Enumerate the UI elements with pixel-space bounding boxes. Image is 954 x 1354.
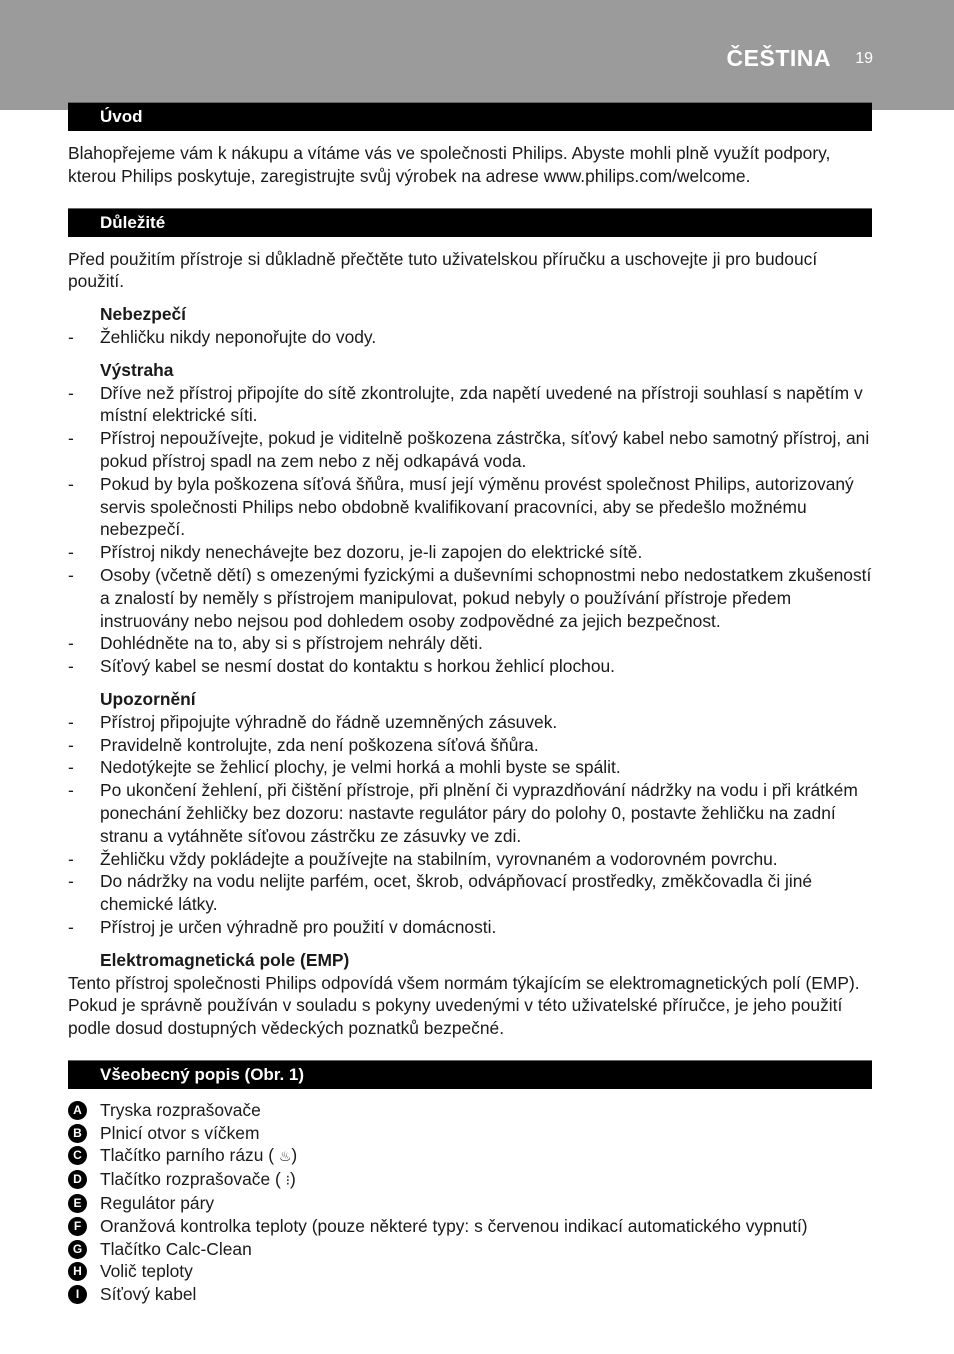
danger-list	[68, 326, 872, 349]
document-body	[68, 102, 872, 1306]
language-label: ČEŠTINA	[726, 45, 831, 71]
section-title-important: Důležité	[68, 208, 872, 237]
list-item: - Přístroj je určen výhradně pro použití v domácnosti.	[68, 916, 497, 937]
list-item: - Osoby (včetně dětí) s omezenými fyzickými a duševními schopnostmi nebo nedostatkem zkušeností a znalostí by neměly s přístrojem manipulovat, pokud nebyly o používání přístroje předem instruovány nebo nejsou pod dohledem osoby zodpovědné za jejich bezpečnost.	[68, 564, 872, 631]
list-item: - Síťový kabel se nesmí dostat do kontaktu s horkou žehlicí plochou.	[68, 656, 616, 677]
steam-shot-icon: ♨	[278, 1148, 292, 1165]
letter-badge: A	[68, 1101, 87, 1120]
list-item: F Oranžová kontrolka teploty (pouze některé typy: s červenou indikací automatického vypnutí)	[68, 1215, 872, 1238]
list-item: D Tlačítko rozprašovače ( ⁝)	[68, 1168, 872, 1192]
letter-badge: E	[68, 1194, 87, 1213]
intro-paragraph: Blahopřejeme vám k nákupu a vítáme vás ve společnosti Philips. Abyste mohli plně využít podpory, kterou Philips poskytuje, zaregistrujte svůj výrobek na adrese www.philips.com/welcome.	[68, 143, 831, 186]
warning-list	[68, 382, 872, 678]
list-item: B Plnicí otvor s víčkem	[68, 1122, 872, 1145]
header-bar	[0, 0, 954, 110]
subheading-warning: Výstraha	[100, 359, 174, 380]
letter-badge: H	[68, 1262, 87, 1281]
list-item: G Tlačítko Calc-Clean	[68, 1238, 872, 1261]
subheading-caution: Upozornění	[100, 688, 196, 709]
subheading-emf: Elektromagnetická pole (EMP)	[100, 949, 350, 970]
subheading-danger: Nebezpečí	[100, 304, 187, 325]
list-item: H Volič teploty	[68, 1260, 872, 1283]
list-item: - Žehličku vždy pokládejte a používejte na stabilním, vyrovnaném a vodorovném povrchu.	[68, 848, 778, 869]
list-item: - Žehličku nikdy neponořujte do vody.	[68, 326, 377, 347]
list-item: C Tlačítko parního rázu ( ♨)	[68, 1144, 872, 1168]
list-item: - Přístroj nepoužívejte, pokud je viditelně poškozena zástrčka, síťový kabel nebo samotný přístroj, ani pokud přístroj spadl na zem nebo z něj odkapává voda.	[68, 428, 870, 471]
spray-icon: ⁝	[285, 1172, 291, 1189]
parts-list	[68, 1099, 872, 1306]
list-item: - Dohlédněte na to, aby si s přístrojem nehrály děti.	[68, 633, 483, 654]
list-item: - Pokud by byla poškozena síťová šňůra, musí její výměnu provést společnost Philips, autorizovaný servis společnosti Philips nebo obdobně kvalifikovaní pracovníci, aby se předešlo možnému nebezpečí.	[68, 473, 854, 540]
section-title-intro: Úvod	[68, 102, 872, 131]
letter-badge: F	[68, 1217, 87, 1236]
important-paragraph: Před použitím přístroje si důkladně přečtěte tuto uživatelskou příručku a uschovejte ji pro budoucí použití.	[68, 248, 818, 292]
letter-badge: I	[68, 1285, 87, 1304]
list-item: - Nedotýkejte se žehlicí plochy, je velmi horká a mohli byste se spálit.	[68, 757, 621, 778]
letter-badge: D	[68, 1170, 87, 1189]
letter-badge: C	[68, 1146, 87, 1165]
list-item: E Regulátor páry	[68, 1192, 872, 1215]
page-number: 19	[855, 50, 873, 67]
letter-badge: G	[68, 1240, 87, 1259]
list-item: I Síťový kabel	[68, 1283, 872, 1306]
list-item: - Přístroj připojujte výhradně do řádně uzemněných zásuvek.	[68, 711, 558, 732]
list-item: - Dříve než přístroj připojíte do sítě zkontrolujte, zda napětí uvedené na přístroji souhlasí s napětím v místní elektrické síti.	[68, 382, 863, 426]
list-item: - Do nádržky na vodu nelijte parfém, ocet, škrob, odvápňovací prostředky, změkčovadla či jiné chemické látky.	[68, 871, 813, 915]
section-title-description: Všeobecný popis (Obr. 1)	[68, 1060, 872, 1089]
list-item: - Po ukončení žehlení, při čištění přístroje, při plnění či vyprazdňování nádržky na vodu i při krátkém ponechání žehličky bez dozoru: nastavte regulátor páry do polohy 0, postavte žehličku na zadní stranu a vytáhněte síťovou zástrčku ze zásuvky ve zdi.	[68, 780, 858, 846]
list-item: - Pravidelně kontrolujte, zda není poškozena síťová šňůra.	[68, 734, 539, 755]
emf-paragraph: Tento přístroj společnosti Philips odpovídá všem normám týkajícím se elektromagnetických polí (EMP). Pokud je správně používán v souladu s pokyny uvedenými v této uživatelské příručce, je jeho použití podle dosud dostupných vědeckých poznatků bezpečné.	[68, 972, 860, 1039]
list-item: - Přístroj nikdy nenechávejte bez dozoru, je-li zapojen do elektrické sítě.	[68, 542, 643, 563]
caution-list	[68, 711, 872, 939]
list-item: A Tryska rozprašovače	[68, 1099, 872, 1122]
letter-badge: B	[68, 1124, 87, 1143]
